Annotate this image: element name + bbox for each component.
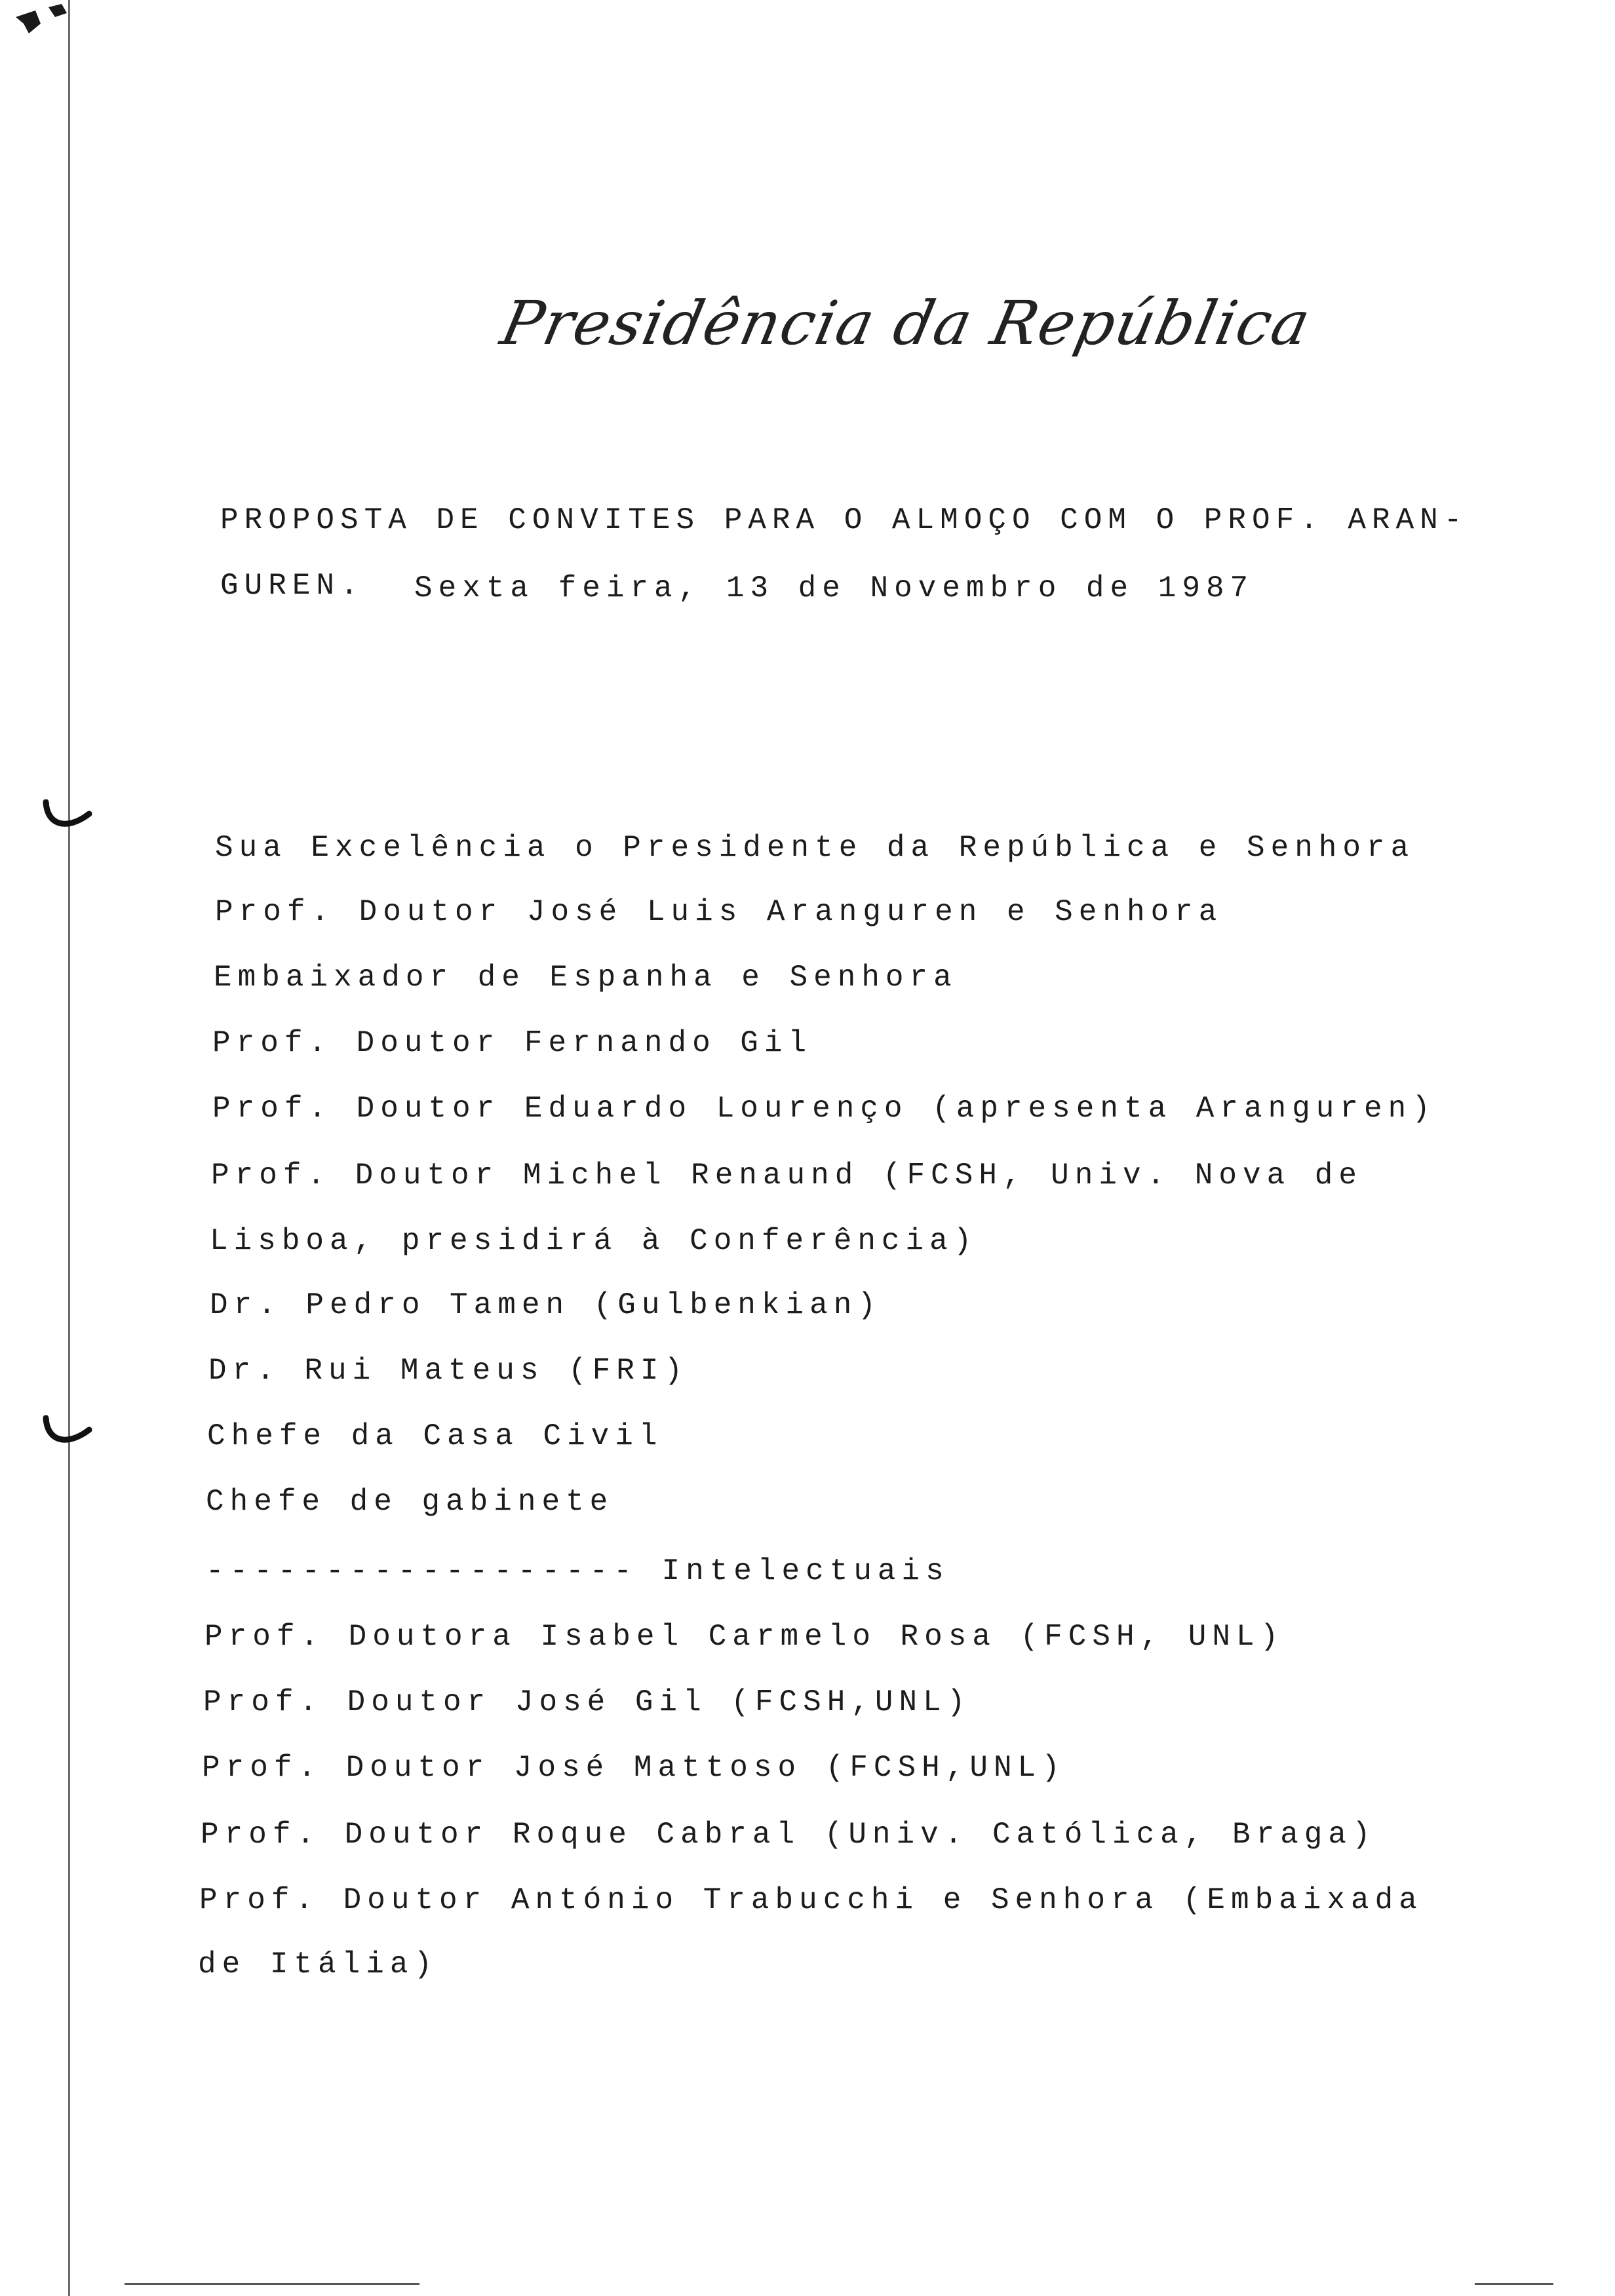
guest-line: Dr. Rui Mateus (FRI) bbox=[208, 1354, 689, 1388]
guest-line: Chefe da Casa Civil bbox=[207, 1419, 663, 1453]
guest-line: Prof. Doutor Michel Renaund (FCSH, Univ. Nova de bbox=[211, 1158, 1363, 1193]
punch-hole-mark bbox=[41, 799, 93, 832]
guest-line: Chefe de gabinete bbox=[206, 1485, 614, 1519]
guest-line: Prof. Doutor Roque Cabral (Univ. Católica, Braga) bbox=[201, 1818, 1376, 1852]
corner-scan-mark bbox=[9, 4, 75, 43]
section-separator-intelectuais: ------------------ Intelectuais bbox=[206, 1554, 950, 1588]
heading-line-2-left: GUREN. bbox=[220, 569, 364, 603]
guest-line: Lisboa, presidirá à Conferência) bbox=[210, 1224, 978, 1258]
guest-line: Prof. Doutora Isabel Carmelo Rosa (FCSH, UNL) bbox=[204, 1620, 1285, 1654]
heading-line-1: PROPOSTA DE CONVITES PARA O ALMOÇO COM O PROF. ARAN- bbox=[220, 503, 1468, 537]
punch-hole-mark bbox=[41, 1415, 93, 1448]
guest-line: Dr. Pedro Tamen (Gulbenkian) bbox=[210, 1288, 882, 1322]
guest-line: Prof. Doutor José Luis Aranguren e Senhora bbox=[215, 895, 1223, 929]
bottom-scan-line bbox=[125, 2283, 419, 2285]
heading-line-2-date: Sexta feira, 13 de Novembro de 1987 bbox=[414, 571, 1255, 605]
guest-line: Prof. Doutor José Mattoso (FCSH,UNL) bbox=[202, 1751, 1066, 1785]
letterhead: Presidência da República bbox=[495, 288, 1317, 358]
binding-margin-line bbox=[68, 0, 70, 2296]
guest-line: Embaixador de Espanha e Senhora bbox=[214, 961, 958, 995]
guest-line: Prof. Doutor José Gil (FCSH,UNL) bbox=[203, 1685, 971, 1719]
guest-line: Prof. Doutor António Trabucchi e Senhora (Embaixada bbox=[199, 1883, 1423, 1917]
bottom-scan-line bbox=[1475, 2283, 1553, 2285]
guest-line: Sua Excelência o Presidente da República e Senhora bbox=[215, 831, 1415, 865]
guest-line: Prof. Doutor Fernando Gil bbox=[212, 1026, 813, 1060]
guest-line: de Itália) bbox=[198, 1947, 438, 1981]
guest-line: Prof. Doutor Eduardo Lourenço (apresenta Aranguren) bbox=[212, 1092, 1436, 1126]
